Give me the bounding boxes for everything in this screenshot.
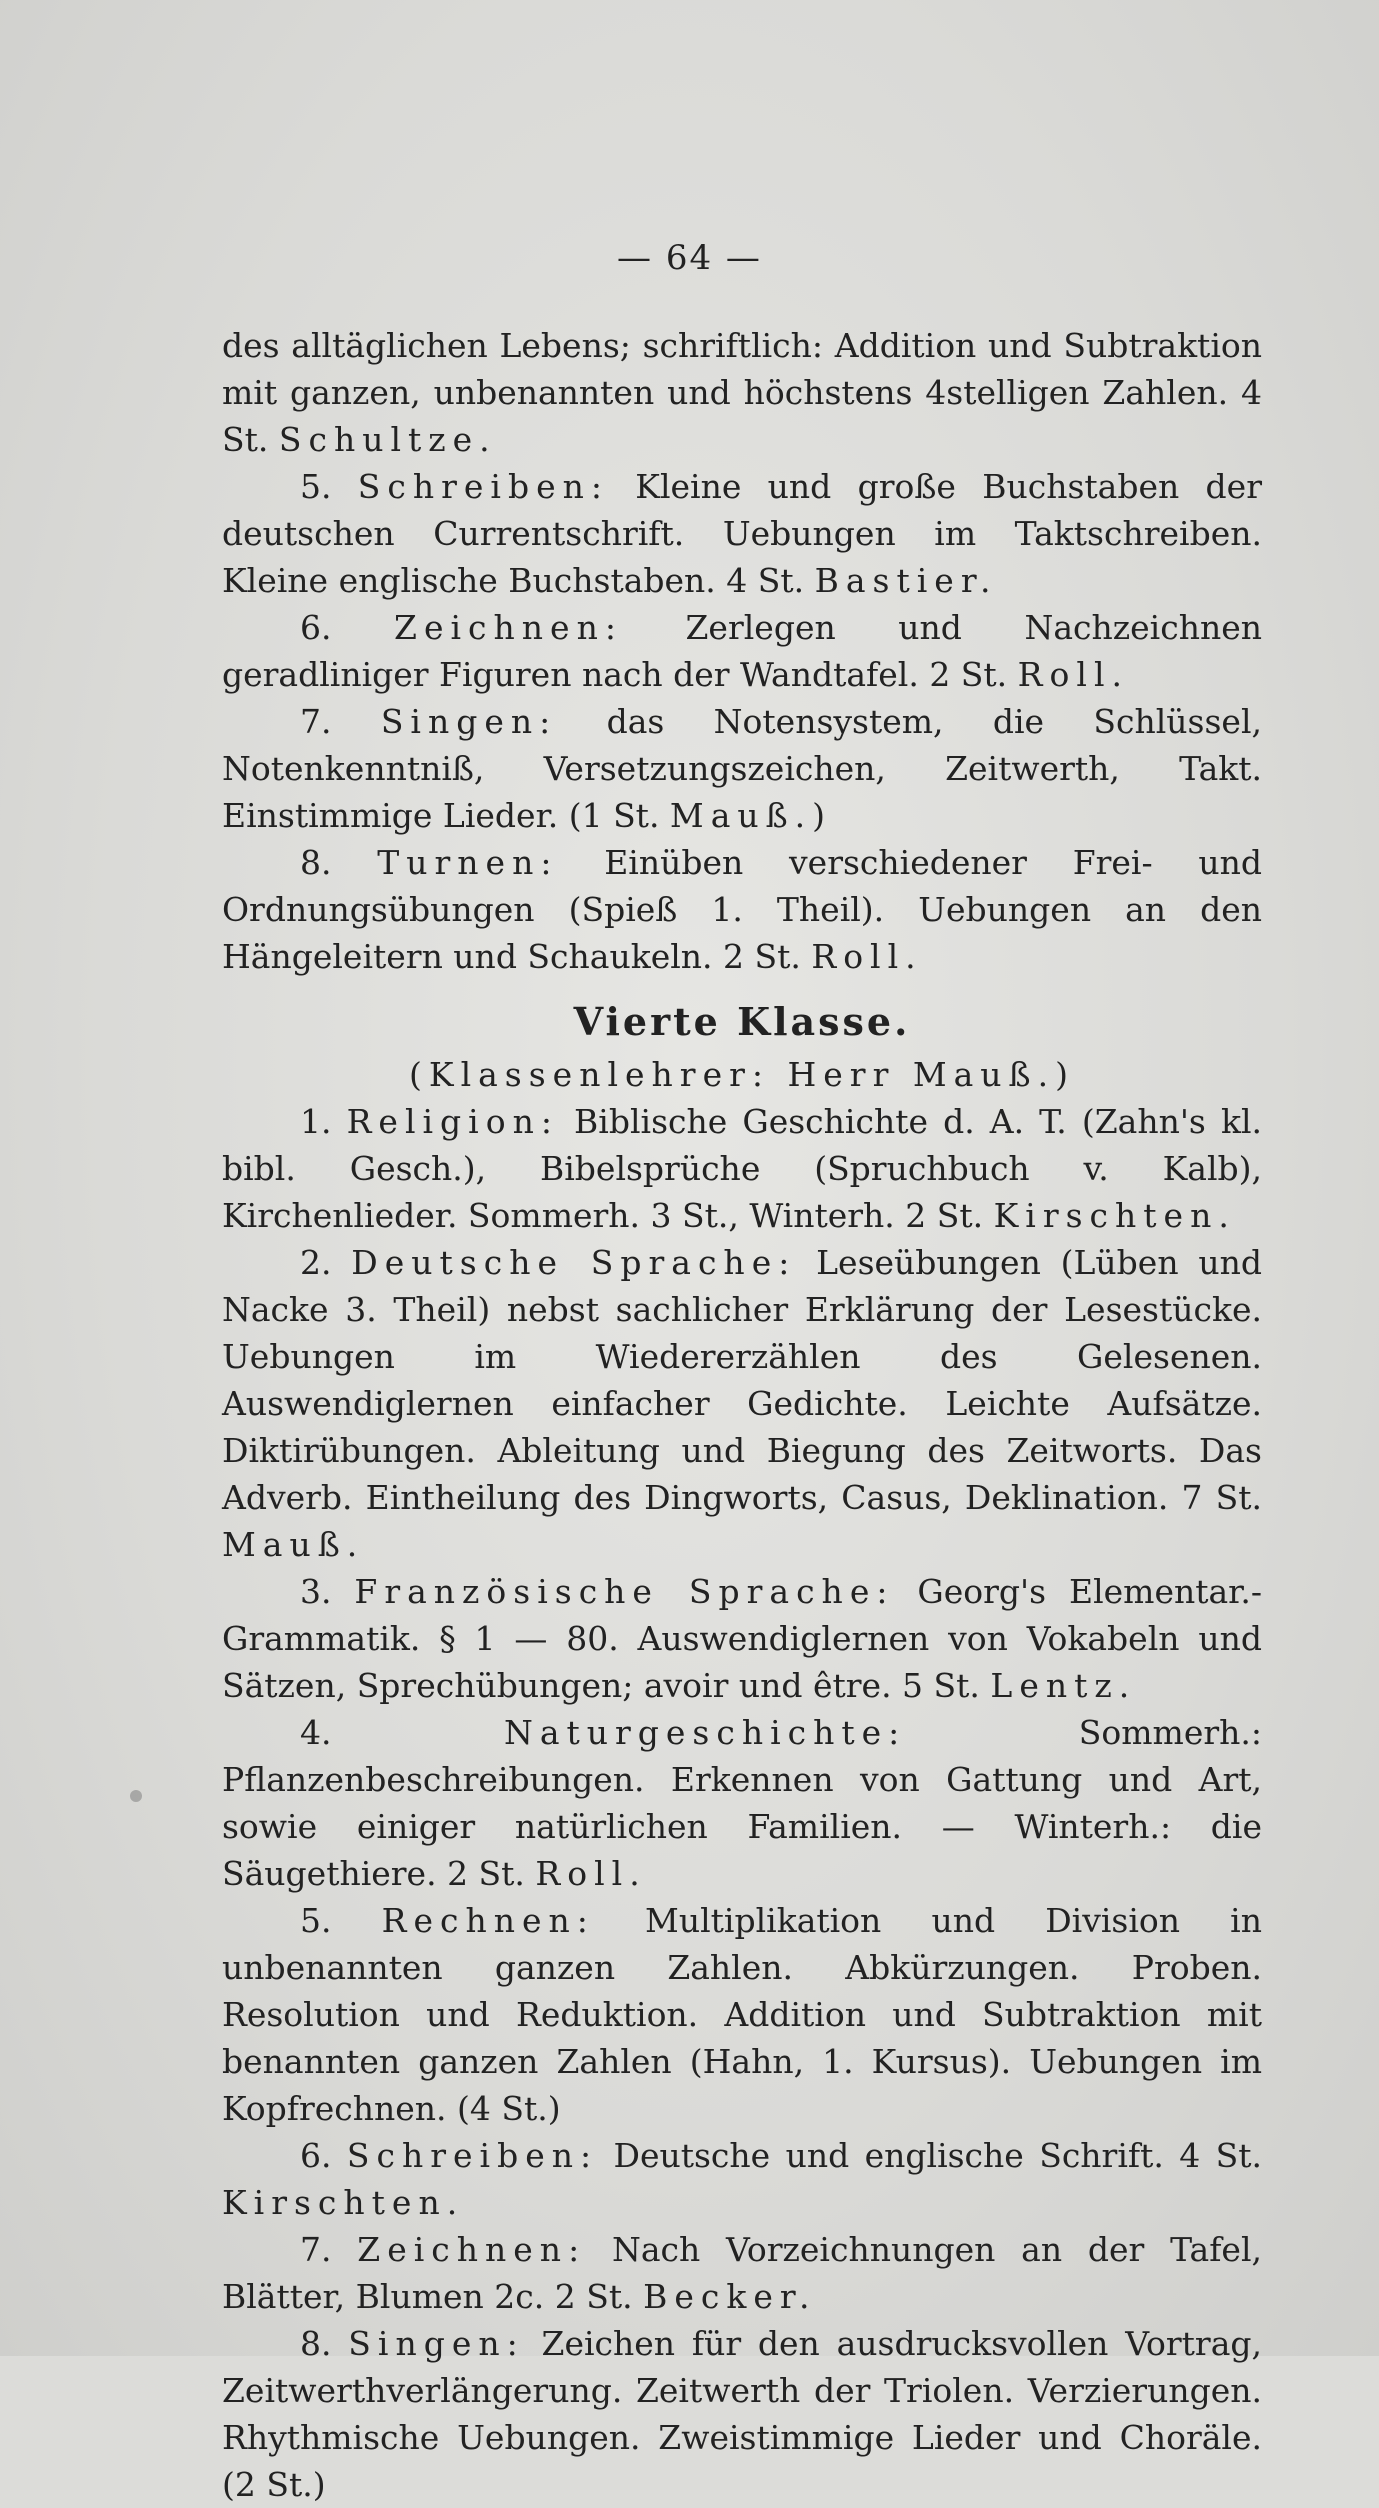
ink-smudge	[130, 1790, 142, 1802]
subject-label: Singen:	[380, 702, 558, 741]
teacher-name: Roll.	[1017, 655, 1129, 694]
paragraph-text: Deutsche und englische Schrift. 4 St.	[598, 2136, 1262, 2175]
item-number: 5.	[300, 1901, 382, 1940]
body-text	[222, 322, 1262, 2508]
item-deutsche-sprache	[222, 1239, 1262, 1568]
subject-label: Schreiben:	[357, 467, 610, 506]
section-heading: Vierte Klasse.	[573, 999, 911, 1044]
teacher-name: Becker.	[643, 2277, 817, 2316]
paragraph-text: Einüben verschiedener Frei- und Ordnungsübungen (Spieß 1. Theil). Uebungen an den Hängeleitern und Schaukeln. 2 St.	[222, 843, 1262, 976]
paragraph-text: Georg's Elementar.-Grammatik. § 1 — 80. Auswendiglernen von Vokabeln und Sätzen, Sprechübungen; avoir und être. 5 St.	[222, 1572, 1262, 1705]
paragraph-text: das Notensystem, die Schlüssel, Notenkenntniß, Versetzungszeichen, Zeitwerth, Takt. Einstimmige Lieder. (1 St.	[222, 702, 1262, 835]
subject-label: Deutsche Sprache:	[351, 1243, 797, 1282]
teacher-name: Schultze.	[278, 420, 497, 459]
subject-label: Französische Sprache:	[354, 1572, 895, 1611]
paragraph-text: Multiplikation und Division in unbenannten ganzen Zahlen. Abkürzungen. Proben. Resolution und Reduktion. Addition und Subtraktion mit benannten ganzen Zahlen (Hahn, 1. Kursus). Uebungen im Kopfrechnen. (4 St.)	[222, 1901, 1262, 2128]
subject-label: Rechnen:	[381, 1901, 595, 1940]
paragraph-text: Nach Vorzeichnungen an der Tafel, Blätter, Blumen 2c. 2 St.	[222, 2230, 1262, 2316]
item-rechnen	[222, 1897, 1262, 2132]
paragraph-text: Zerlegen und Nachzeichnen geradliniger Figuren nach der Wandtafel. 2 St.	[222, 608, 1262, 694]
paragraph-schreiben	[222, 463, 1262, 604]
subject-label: Zeichnen:	[394, 608, 623, 647]
item-number: 1.	[300, 1102, 347, 1141]
section-subheading: (Klassenlehrer: Herr Mauß.)	[409, 1055, 1075, 1094]
teacher-name: Roll.	[811, 937, 923, 976]
item-number: 5.	[300, 467, 358, 506]
subject-label: Singen:	[348, 2324, 525, 2363]
item-number: 4.	[300, 1713, 504, 1752]
item-number: 7.	[300, 2230, 358, 2269]
subject-label: Turnen:	[377, 843, 559, 882]
teacher-name: Kirschten.	[222, 2183, 465, 2222]
item-number: 6.	[300, 608, 395, 647]
subject-label: Religion:	[346, 1102, 559, 1141]
teacher-name: Kirschten.	[993, 1196, 1236, 1235]
item-religion	[222, 1098, 1262, 1239]
teacher-name: Bastier.	[814, 561, 998, 600]
item-naturgeschichte	[222, 1709, 1262, 1897]
paragraph-turnen	[222, 839, 1262, 980]
item-schreiben	[222, 2132, 1262, 2226]
subject-label: Naturgeschichte:	[503, 1713, 907, 1752]
page-number: — 64 —	[617, 238, 762, 278]
item-zeichnen	[222, 2226, 1262, 2320]
paragraph-continuation	[222, 322, 1262, 463]
paragraph-text: Leseübungen (Lüben und Nacke 3. Theil) nebst sachlicher Erklärung der Lesestücke. Uebungen im Wiedererzählen des Gelesenen. Auswendiglernen einfacher Gedichte. Leichte Aufsätze. Diktirübungen. Ableitung und Biegung des Zeitworts. Das Adverb. Eintheilung des Dingworts, Casus, Deklination. 7 St.	[222, 1243, 1262, 1517]
subject-label: Schreiben:	[346, 2136, 599, 2175]
item-number: 3.	[300, 1572, 355, 1611]
subject-label: Zeichnen:	[357, 2230, 587, 2269]
item-franzoesische-sprache	[222, 1568, 1262, 1709]
item-number: 8.	[300, 2324, 349, 2363]
teacher-name: Roll.	[535, 1854, 647, 1893]
teacher-name: Mauß.)	[669, 796, 833, 835]
teacher-name: Mauß.	[222, 1525, 365, 1564]
item-number: 6.	[300, 2136, 347, 2175]
paragraph-text: des alltäglichen Lebens; schriftlich: Addition und Subtraktion mit ganzen, unbenannten und höchstens 4stelligen Zahlen. 4 St.	[222, 326, 1262, 459]
item-singen	[222, 2320, 1262, 2508]
item-number: 7.	[300, 702, 381, 741]
paragraph-text: Kleine und große Buchstaben der deutschen Currentschrift. Uebungen im Taktschreiben. Kleine englische Buchstaben. 4 St.	[222, 467, 1262, 600]
paragraph-singen	[222, 698, 1262, 839]
paragraph-text: Zeichen für den ausdrucksvollen Vortrag, Zeitwerthverlängerung. Zeitwerth der Triolen. Verzierungen. Rhythmische Uebungen. Zweistimmige Lieder und Choräle. (2 St.)	[222, 2324, 1262, 2504]
paragraph-text: Biblische Geschichte d. A. T. (Zahn's kl. bibl. Gesch.), Bibelsprüche (Spruchbuch v. Kalb), Kirchenlieder. Sommerh. 3 St., Winterh. 2 St.	[222, 1102, 1262, 1235]
paragraph-text: Sommerh.: Pflanzenbeschreibungen. Erkennen von Gattung und Art, sowie einiger natürlichen Familien. — Winterh.: die Säugethiere. 2 St.	[222, 1713, 1262, 1893]
item-number: 8.	[300, 843, 378, 882]
teacher-name: Lentz.	[990, 1666, 1137, 1705]
paragraph-zeichnen	[222, 604, 1262, 698]
item-number: 2.	[300, 1243, 352, 1282]
